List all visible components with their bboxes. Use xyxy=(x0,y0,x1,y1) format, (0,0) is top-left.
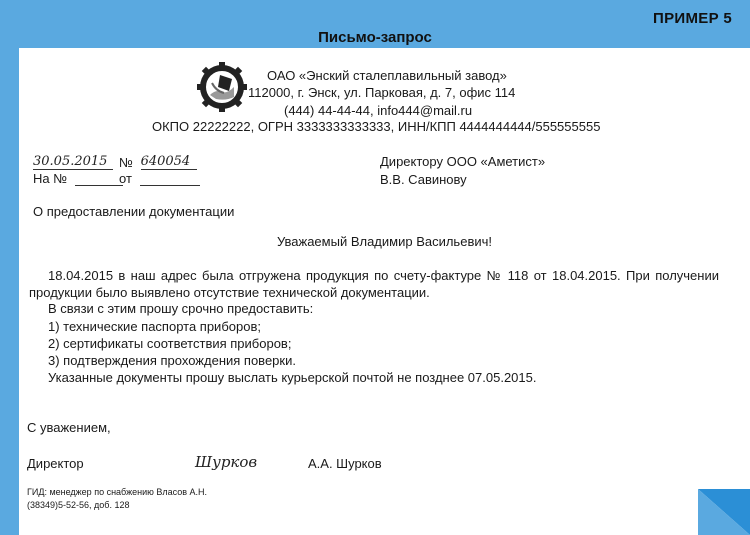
organization-address: 112000, г. Энск, ул. Парковая, д. 7, офис 114 xyxy=(248,85,516,100)
executor-phone: (38349)5-52-56, доб. 128 xyxy=(27,500,130,510)
addressee-line-2: В.В. Савинову xyxy=(380,172,467,187)
reference-number-label: На № xyxy=(33,171,68,186)
list-item-2: 2) сертификаты соответствия приборов; xyxy=(48,336,292,351)
letter-subject: О предоставлении документации xyxy=(33,204,235,219)
reference-date-label: от xyxy=(119,171,132,186)
example-label: ПРИМЕР 5 xyxy=(653,10,732,27)
list-item-3: 3) подтверждения прохождения поверки. xyxy=(48,353,296,368)
body-paragraph-1: 18.04.2015 в наш адрес была отгружена продукция по счету-фактуре № 118 от 18.04.2015. При получении продукции было выявлено отсутствие технической документации. xyxy=(29,268,719,300)
organization-name: ОАО «Энский сталеплавильный завод» xyxy=(267,68,507,83)
reference-number-field xyxy=(33,171,123,186)
letter-sheet xyxy=(19,48,750,535)
signer-name: А.А. Шурков xyxy=(308,456,382,471)
executor-name: ГИД: менеджер по снабжению Власов А.Н. xyxy=(27,487,208,497)
page-corner-fold-icon xyxy=(698,489,750,535)
document-title: Письмо-запрос xyxy=(318,29,432,46)
organization-ids: ОКПО 22222222, ОГРН 3333333333333, ИНН/КПП 4444444444/555555555 xyxy=(152,119,601,134)
body-paragraph-2: В связи с этим прошу срочно предоставить: xyxy=(48,301,314,316)
body-paragraph-3: Указанные документы прошу выслать курьерской почтой не позднее 07.05.2015. xyxy=(48,370,537,385)
number-sign: № xyxy=(119,155,133,170)
closing-regards: С уважением, xyxy=(27,420,111,435)
addressee-line-1: Директору ООО «Аметист» xyxy=(380,154,546,169)
list-item-1: 1) технические паспорта приборов; xyxy=(48,319,261,334)
reference-date-field xyxy=(119,171,200,186)
outgoing-number-value: 640054 xyxy=(140,154,191,169)
organization-contacts: (444) 44-44-44, info444@mail.ru xyxy=(284,103,473,118)
salutation: Уважаемый Владимир Васильевич! xyxy=(276,234,492,249)
outgoing-date-value: 30.05.2015 xyxy=(33,154,108,169)
outgoing-number-field xyxy=(119,153,197,170)
factory-logo-icon xyxy=(196,61,248,113)
handwritten-signature: Шурков xyxy=(195,453,258,471)
signer-position: Директор xyxy=(27,456,84,471)
outgoing-date-field xyxy=(33,153,113,170)
